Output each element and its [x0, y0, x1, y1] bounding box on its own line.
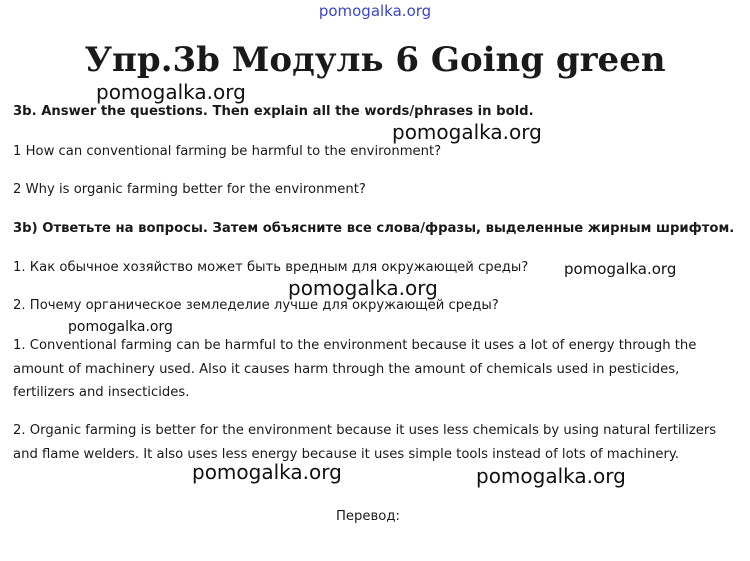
- question-1-en: 1 How can conventional farming be harmful to the environment?: [13, 144, 442, 159]
- watermark: pomogalka.org: [288, 276, 438, 300]
- question-2-ru: 2. Почему органическое земледелие лучше для окружающей среды?: [13, 298, 499, 313]
- page-title: Упр.3b Модуль 6 Going green: [84, 40, 666, 80]
- task-heading-ru: 3b) Ответьте на вопросы. Затем объясните все слова/фразы, выделенные жирным шрифтом.: [13, 221, 735, 236]
- translation-label: Перевод:: [336, 509, 400, 524]
- watermark: pomogalka.org: [192, 460, 342, 484]
- answer-1: 1. Conventional farming can be harmful to the environment because it uses a lot of energy through the amount of machinery used. Also it causes harm through the amount of chemicals used in pesticides, fertilizers and insecticides.: [13, 338, 697, 400]
- task-heading-en: 3b. Answer the questions. Then explain all the words/phrases in bold.: [13, 104, 534, 119]
- watermark: pomogalka.org: [68, 319, 173, 335]
- watermark-top: pomogalka.org: [318, 2, 432, 20]
- question-1-ru: 1. Как обычное хозяйство может быть вредным для окружающей среды?: [13, 260, 529, 275]
- watermark: pomogalka.org: [96, 80, 246, 104]
- watermark: pomogalka.org: [564, 260, 677, 278]
- question-2-en: 2 Why is organic farming better for the environment?: [13, 182, 366, 197]
- answer-2: 2. Organic farming is better for the environment because it uses less chemicals by using natural fertilizers and flame welders. It also uses less energy because it uses simple tools instead of lots of machinery.: [13, 423, 717, 462]
- watermark: pomogalka.org: [392, 120, 542, 144]
- watermark: pomogalka.org: [476, 464, 626, 488]
